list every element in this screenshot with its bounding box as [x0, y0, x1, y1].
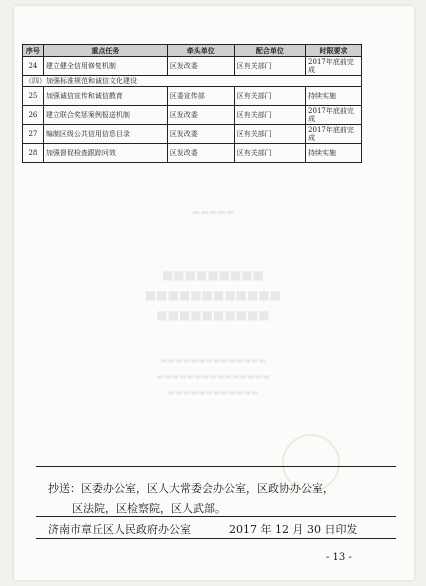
section-heading: （四）加强标准规范和诚信文化建设 [23, 76, 362, 87]
row-task: 建立健全信用修复机制 [43, 57, 167, 76]
bleed-through-text: ■■■■■■■■■■ [156, 308, 270, 322]
row-number: 24 [23, 57, 44, 76]
row-coop-unit: 区有关部门 [234, 57, 305, 76]
bleed-through-text: ■■■■■■■■■■■■ [144, 288, 282, 302]
task-table [22, 44, 362, 163]
row-number: 28 [23, 144, 44, 163]
row-task: 加强诚信宣传和诚信教育 [43, 87, 167, 106]
issue-date: 2017 年 12 月 30 日印发 [229, 523, 358, 536]
table-row [23, 144, 362, 163]
row-lead-unit: 区发改委 [167, 57, 234, 76]
cc-line: 区法院，区检察院，区人武部。 [72, 502, 226, 515]
row-number: 25 [23, 87, 44, 106]
row-deadline: 2017年底前完成 [306, 106, 362, 125]
issuing-office: 济南市章丘区人民政府办公室 [48, 523, 191, 536]
row-deadline: 持续实施 [306, 144, 362, 163]
header-number: 序号 [23, 45, 44, 57]
footer-bottom-rule [36, 538, 396, 539]
row-deadline: 持续实施 [306, 87, 362, 106]
row-task: 加强督促检查跟踪问效 [43, 144, 167, 163]
bleed-through-text: ▬▬▬▬▬▬▬▬▬▬▬▬▬▬▬ [156, 372, 270, 381]
row-coop-unit: 区有关部门 [234, 144, 305, 163]
bleed-through-text: ▬▬▬▬▬▬▬▬▬▬▬▬▬▬ [160, 356, 266, 365]
row-lead-unit: 区发改委 [167, 106, 234, 125]
table-header-row [23, 45, 362, 57]
bleed-through-text: ▬▬▬▬▬▬▬▬▬▬▬▬ [167, 388, 259, 397]
bleed-through-text: ▬▬▬▬▬ [191, 208, 235, 218]
row-coop-unit: 区有关部门 [234, 106, 305, 125]
row-coop-unit: 区有关部门 [234, 125, 305, 144]
table-row [23, 87, 362, 106]
header-deadline: 时限要求 [306, 45, 362, 57]
header-coop-unit: 配合单位 [234, 45, 305, 57]
row-number: 26 [23, 106, 44, 125]
row-deadline: 2017年底前完成 [306, 125, 362, 144]
table-row [23, 106, 362, 125]
row-coop-unit: 区有关部门 [234, 87, 305, 106]
row-lead-unit: 区发改委 [167, 144, 234, 163]
row-number: 27 [23, 125, 44, 144]
header-lead-unit: 牵头单位 [167, 45, 234, 57]
bleed-through-text: ■■■■■■■■■ [161, 268, 265, 282]
row-lead-unit: 区发改委 [167, 125, 234, 144]
header-task: 重点任务 [43, 45, 167, 57]
footer-middle-rule [36, 516, 396, 517]
page-number: - 13 - [326, 552, 352, 563]
footer-top-rule [36, 466, 396, 467]
row-task: 编制区级公共信用信息目录 [43, 125, 167, 144]
row-task: 建立联合奖惩案例报送机制 [43, 106, 167, 125]
cc-line: 抄送：区委办公室，区人大常委会办公室，区政协办公室， [48, 482, 334, 495]
row-deadline: 2017年底前完成 [306, 57, 362, 76]
cc-list [48, 479, 388, 519]
table-row [23, 125, 362, 144]
row-lead-unit: 区委宣传部 [167, 87, 234, 106]
section-row [23, 76, 362, 87]
table-row [23, 57, 362, 76]
